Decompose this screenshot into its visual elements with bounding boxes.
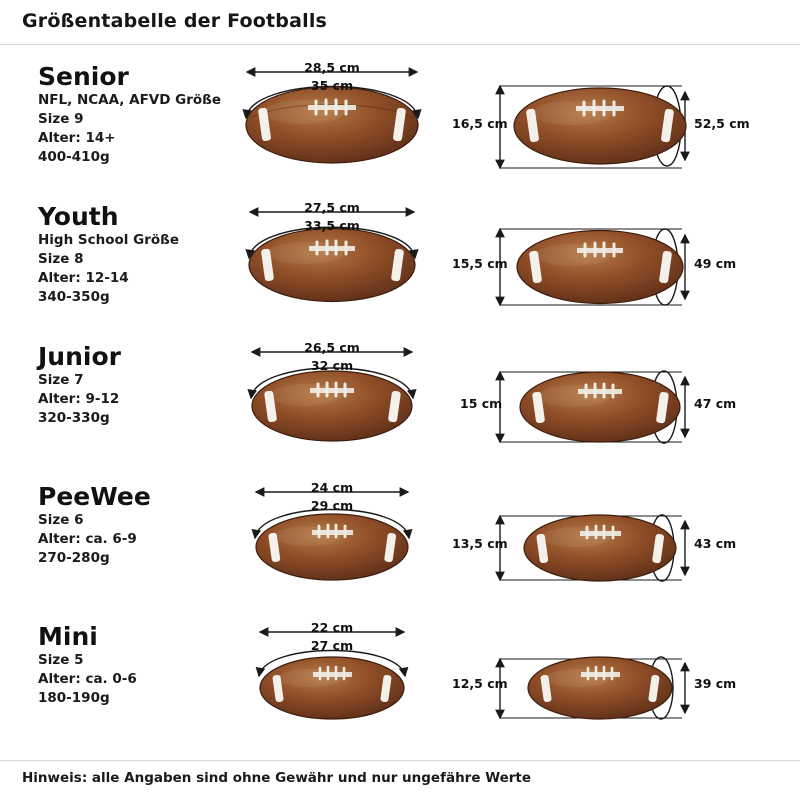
width-value: 16,5 cm xyxy=(452,116,508,131)
football-icon xyxy=(246,87,418,163)
league-label: High School Größe xyxy=(38,232,179,248)
length-circumference-value: 35 cm xyxy=(310,78,354,93)
size-label: Size 5 xyxy=(38,652,84,668)
length-circumference-value: 27 cm xyxy=(310,638,354,653)
row-info xyxy=(38,64,238,168)
length-value: 26,5 cm xyxy=(304,340,360,355)
size-label: Size 9 xyxy=(38,111,84,128)
size-label: Size 6 xyxy=(38,512,84,528)
weight-label: 180-190g xyxy=(38,690,110,707)
class-name: Junior xyxy=(38,342,121,371)
age-label: Alter: 12-14 xyxy=(38,270,129,287)
width-value: 13,5 cm xyxy=(452,536,508,551)
league-label: NFL, NCAA, AFVD Größe xyxy=(38,92,222,108)
width-diagram xyxy=(452,198,772,338)
width-circumference-value: 39 cm xyxy=(694,676,737,691)
class-name: Mini xyxy=(38,622,98,651)
length-value: 24 cm xyxy=(310,480,354,495)
row-info xyxy=(38,204,238,308)
page-title: Größentabelle der Footballs xyxy=(22,10,328,32)
width-value: 15,5 cm xyxy=(452,256,508,271)
length-diagram xyxy=(232,198,432,338)
width-diagram xyxy=(452,618,772,758)
width-value: 15 cm xyxy=(460,396,503,411)
row-info xyxy=(38,484,238,568)
width-value: 12,5 cm xyxy=(452,676,508,691)
length-value: 22 cm xyxy=(310,620,354,635)
length-circumference-value: 33,5 cm xyxy=(304,218,360,233)
footer-divider xyxy=(0,760,800,761)
width-circumference-value: 49 cm xyxy=(694,256,737,271)
length-diagram xyxy=(232,338,432,478)
weight-label: 320-330g xyxy=(38,410,110,427)
length-circumference-value: 32 cm xyxy=(310,358,354,373)
weight-label: 270-280g xyxy=(38,550,110,567)
row-info xyxy=(38,344,238,428)
header-divider xyxy=(0,44,800,45)
row-info xyxy=(38,624,238,708)
table-row xyxy=(0,58,800,198)
table-row xyxy=(0,618,800,758)
width-diagram xyxy=(452,58,772,198)
football-icon xyxy=(252,371,412,441)
width-circumference-value: 52,5 cm xyxy=(694,116,750,131)
football-icon xyxy=(520,372,680,442)
length-value: 28,5 cm xyxy=(304,60,360,75)
length-diagram xyxy=(232,618,432,758)
class-name: Senior xyxy=(38,62,129,91)
width-circumference-value: 43 cm xyxy=(694,536,737,551)
football-icon xyxy=(514,88,686,164)
age-label: Alter: 9-12 xyxy=(38,391,120,408)
football-icon xyxy=(256,514,408,580)
football-icon xyxy=(249,229,415,302)
width-circumference-value: 47 cm xyxy=(694,396,737,411)
football-icon xyxy=(517,231,683,304)
age-label: Alter: 14+ xyxy=(38,130,116,147)
football-icon xyxy=(260,657,404,719)
football-icon xyxy=(524,515,676,581)
length-value: 27,5 cm xyxy=(304,200,360,215)
disclaimer-note: Hinweis: alle Angaben sind ohne Gewähr und nur ungefähre Werte xyxy=(22,770,532,786)
weight-label: 340-350g xyxy=(38,289,110,306)
length-diagram xyxy=(232,478,432,618)
length-circumference-value: 29 cm xyxy=(310,498,354,513)
size-label: Size 8 xyxy=(38,251,84,268)
weight-label: 400-410g xyxy=(38,149,110,166)
size-label: Size 7 xyxy=(38,372,84,388)
length-diagram xyxy=(232,58,432,198)
class-name: PeeWee xyxy=(38,482,151,511)
width-diagram xyxy=(452,478,772,618)
table-row xyxy=(0,198,800,338)
age-label: Alter: ca. 6-9 xyxy=(38,531,137,548)
width-diagram xyxy=(452,338,772,478)
age-label: Alter: ca. 0-6 xyxy=(38,671,137,688)
table-row xyxy=(0,478,800,618)
class-name: Youth xyxy=(38,202,119,231)
football-icon xyxy=(528,657,672,719)
table-row xyxy=(0,338,800,478)
